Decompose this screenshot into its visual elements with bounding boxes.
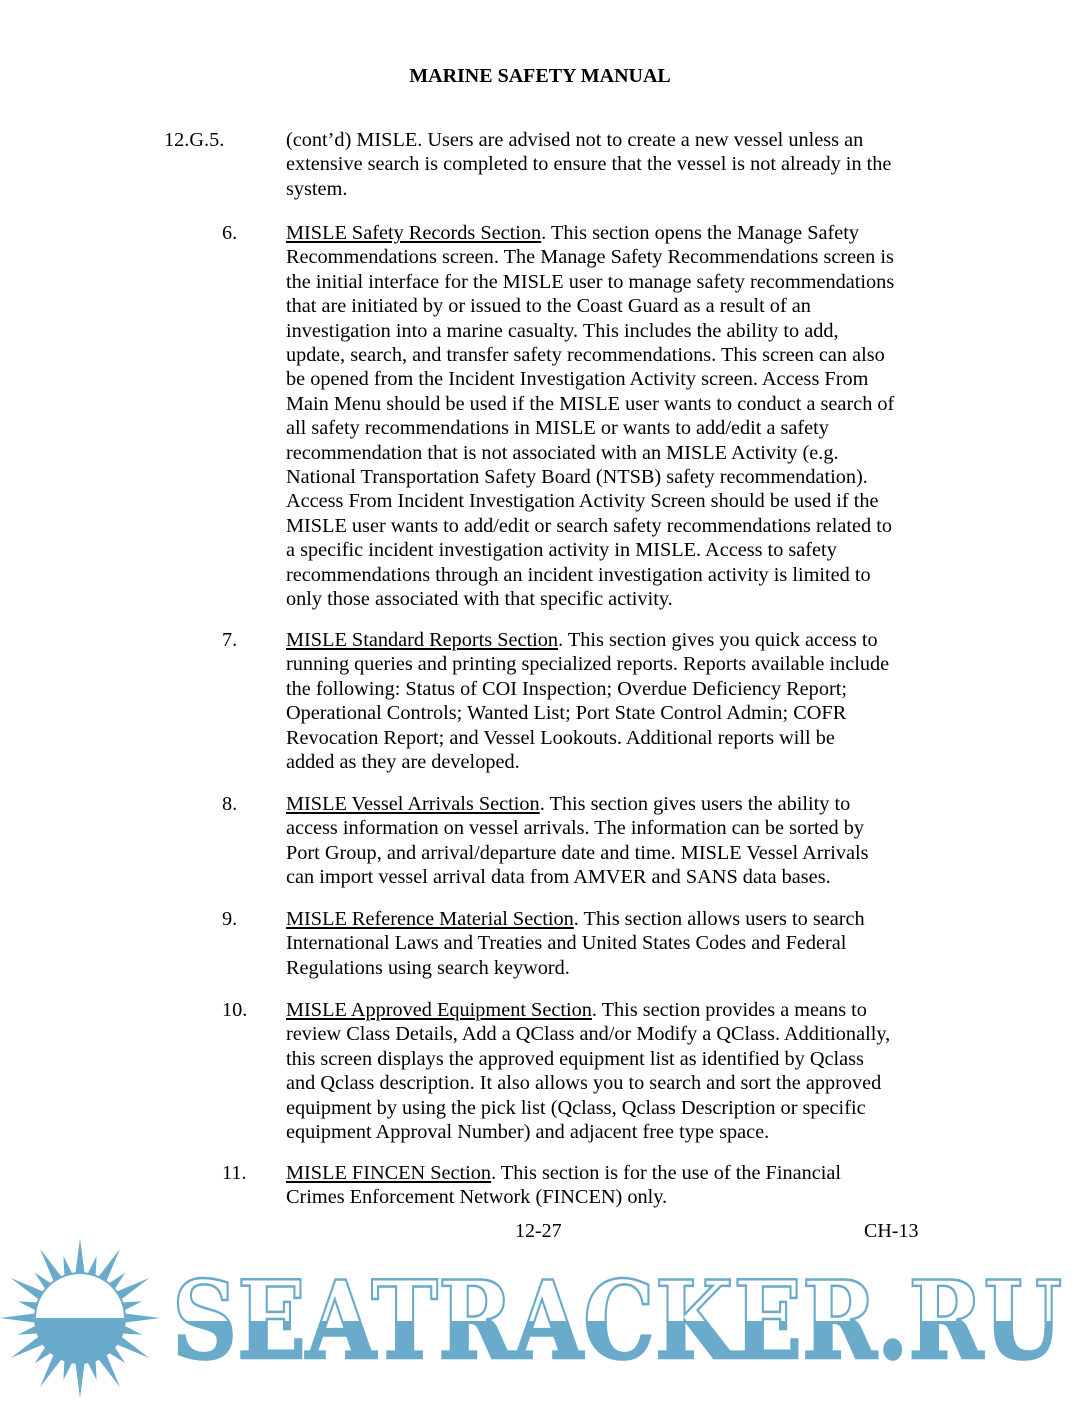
sun-logo-icon bbox=[0, 1238, 160, 1397]
section-number: 12.G.5. bbox=[164, 129, 225, 151]
text-line: added as they are developed. bbox=[286, 751, 520, 774]
text-line: Revocation Report; and Vessel Lookouts. Additional reports will be bbox=[286, 726, 835, 749]
text-fragment: . This section gives users the ability to bbox=[539, 793, 851, 815]
watermark-wordmark: SEATRACKER.RU bbox=[172, 1258, 1062, 1384]
text-line bbox=[286, 792, 946, 816]
page-number: 12-27 bbox=[515, 1220, 562, 1242]
text-line: Access From Incident Investigation Activity Screen should be used if the bbox=[286, 490, 879, 513]
text-line: equipment Approval Number) and adjacent free type space. bbox=[286, 1121, 770, 1144]
text-line: this screen displays the approved equipment list as identified by Qclass bbox=[286, 1047, 864, 1070]
text-line bbox=[286, 628, 946, 652]
text-line: a specific incident investigation activity in MISLE. Access to safety bbox=[286, 539, 837, 562]
text-line: Operational Controls; Wanted List; Port State Control Admin; COFR bbox=[286, 702, 847, 725]
item-number: 11. bbox=[222, 1162, 247, 1184]
text-line bbox=[286, 998, 946, 1022]
text-line: the initial interface for the MISLE user to manage safety recommendations bbox=[286, 270, 895, 293]
text-fragment: . This section gives you quick access to bbox=[558, 629, 878, 651]
item-number: 7. bbox=[222, 629, 238, 651]
text-line: Recommendations screen. The Manage Safety Recommendations screen is bbox=[286, 246, 894, 269]
section-heading: MISLE Approved Equipment Section bbox=[286, 999, 592, 1021]
text-fragment: . This section allows users to search bbox=[573, 908, 865, 930]
page-title: MARINE SAFETY MANUAL bbox=[409, 65, 671, 87]
section-heading: MISLE Safety Records Section bbox=[286, 222, 542, 244]
section-heading: MISLE FINCEN Section bbox=[286, 1162, 492, 1184]
text-line: Main Menu should be used if the MISLE user wants to conduct a search of bbox=[286, 392, 895, 415]
text-line bbox=[286, 221, 946, 245]
text-line: running queries and printing specialized reports. Reports available include bbox=[286, 653, 890, 676]
item-number: 9. bbox=[222, 908, 238, 930]
text-line: all safety recommendations in MISLE or wants to add/edit a safety bbox=[286, 417, 829, 440]
text-line: Crimes Enforcement Network (FINCEN) only. bbox=[286, 1186, 668, 1209]
text-line bbox=[286, 1161, 946, 1185]
text-line bbox=[286, 907, 946, 931]
section-heading: MISLE Standard Reports Section bbox=[286, 629, 559, 651]
text-line: update, search, and transfer safety recommendations. This screen can also bbox=[286, 344, 885, 367]
text-line: National Transportation Safety Board (NTSB) safety recommendation). bbox=[286, 466, 868, 489]
text-line: be opened from the Incident Investigation Activity screen. Access From bbox=[286, 368, 869, 391]
change-number: CH-13 bbox=[864, 1220, 919, 1242]
seatracker-watermark bbox=[0, 1238, 1080, 1397]
text-line: recommendations through an incident investigation activity is limited to bbox=[286, 563, 871, 586]
item-paragraph bbox=[286, 221, 946, 612]
text-fragment: . This section is for the use of the Financial bbox=[491, 1162, 842, 1184]
text-line: only those associated with that specific activity. bbox=[286, 588, 673, 611]
section-heading: MISLE Vessel Arrivals Section bbox=[286, 793, 540, 815]
section-heading: MISLE Reference Material Section bbox=[286, 908, 574, 930]
text-line: system. bbox=[286, 177, 348, 200]
text-line: Port Group, and arrival/departure date and time. MISLE Vessel Arrivals bbox=[286, 841, 869, 864]
item-paragraph bbox=[286, 628, 946, 774]
text-line: equipment by using the pick list (Qclass, Qclass Description or specific bbox=[286, 1096, 866, 1119]
text-line: review Class Details, Add a QClass and/or Modify a QClass. Additionally, bbox=[286, 1023, 891, 1046]
item-paragraph bbox=[286, 792, 946, 890]
item-paragraph bbox=[286, 1161, 946, 1210]
text-line: the following: Status of COI Inspection; Overdue Deficiency Report; bbox=[286, 677, 847, 700]
text-line: access information on vessel arrivals. The information can be sorted by bbox=[286, 817, 865, 840]
text-line: International Laws and Treaties and United States Codes and Federal bbox=[286, 932, 847, 955]
intro-paragraph bbox=[286, 128, 946, 201]
text-line: extensive search is completed to ensure that the vessel is not already in the bbox=[286, 153, 892, 176]
text-line: recommendation that is not associated with an MISLE Activity (e.g. bbox=[286, 441, 839, 464]
text-line: Regulations using search keyword. bbox=[286, 956, 570, 979]
text-line: (cont’d) MISLE. Users are advised not to create a new vessel unless an bbox=[286, 129, 864, 151]
item-number: 6. bbox=[222, 222, 238, 244]
text-line: investigation into a marine casualty. This includes the ability to add, bbox=[286, 319, 839, 342]
text-line: and Qclass description. It also allows you to search and sort the approved bbox=[286, 1072, 882, 1095]
item-number: 8. bbox=[222, 793, 238, 815]
text-fragment: . This section provides a means to bbox=[591, 999, 867, 1021]
text-line: can import vessel arrival data from AMVER and SANS data bases. bbox=[286, 866, 831, 889]
text-fragment: . This section opens the Manage Safety bbox=[541, 222, 860, 244]
item-number: 10. bbox=[222, 999, 248, 1021]
text-line: that are initiated by or issued to the Coast Guard as a result of an bbox=[286, 295, 811, 318]
item-paragraph bbox=[286, 907, 946, 980]
item-paragraph bbox=[286, 998, 946, 1144]
text-line: MISLE user wants to add/edit or search safety recommendations related to bbox=[286, 514, 892, 537]
